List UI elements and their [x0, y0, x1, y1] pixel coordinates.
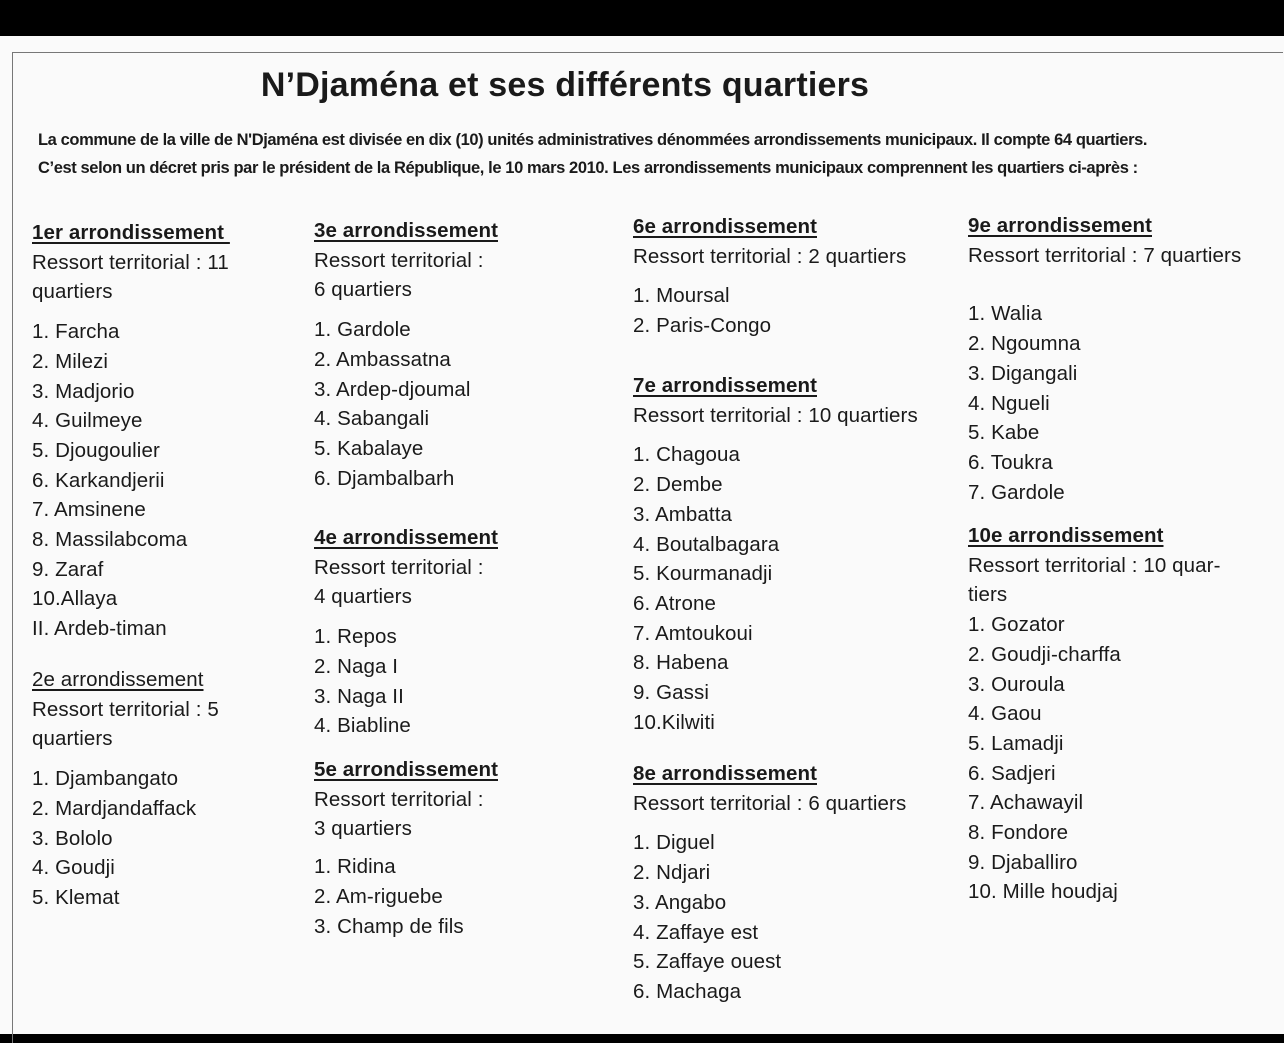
- arrondissement-heading: 9e arrondissement: [968, 214, 1152, 237]
- ressort-line: 4 quartiers: [314, 585, 412, 609]
- arrondissement-10: [968, 521, 1221, 907]
- list-item: 2. Milezi: [32, 349, 109, 373]
- ressort-line: quartiers: [32, 727, 113, 751]
- list-item: 2. Ndjari: [633, 861, 711, 885]
- list-item: 1. Repos: [314, 625, 397, 649]
- list-item: 2. Goudji-charffa: [968, 642, 1121, 666]
- list-item: 7. Achawayil: [968, 791, 1084, 815]
- list-item: 3. Digangali: [968, 361, 1078, 385]
- list-item: 6. Sadjeri: [968, 761, 1056, 785]
- list-item: 4. Guilmeye: [32, 409, 143, 433]
- ressort-line: quartiers: [32, 280, 113, 304]
- ressort-line: 3 quartiers: [314, 817, 412, 841]
- document-page: [0, 36, 1284, 1034]
- intro-line-2: C’est selon un décret pris par le président de la République, le 10 mars 2010. Les arrondissements municipaux comprennent les quartiers ci-après :: [38, 159, 1138, 177]
- list-item: 1. Djambangato: [32, 767, 179, 791]
- quartier-list: [968, 610, 1221, 907]
- ressort-line: 6 quartiers: [314, 278, 412, 302]
- list-item: 4. Ngueli: [968, 391, 1050, 415]
- ressort-line: Ressort territorial :: [314, 787, 484, 811]
- list-item: 4. Boutalbagara: [633, 532, 780, 556]
- arrondissement-heading: 8e arrondissement: [633, 762, 817, 785]
- arrondissement-heading: 3e arrondissement: [314, 219, 498, 242]
- arrondissement-heading: 10e arrondissement: [968, 524, 1164, 547]
- list-item: 6. Toukra: [968, 450, 1053, 474]
- list-item: 7. Gardole: [968, 480, 1065, 504]
- list-item: 5. Kourmanadji: [633, 562, 773, 586]
- arrondissement-heading: 2e arrondissement: [32, 668, 204, 691]
- intro-line-1: La commune de la ville de N'Djaména est divisée en dix (10) unités administratives dénommées arrondissements municipaux. Il compte 64 quartiers.: [38, 131, 1148, 149]
- list-item: 8. Fondore: [968, 821, 1069, 845]
- arrondissement-heading: 7e arrondissement: [633, 374, 817, 397]
- list-item: 2. Ambassatna: [314, 347, 451, 371]
- quartier-list: [633, 281, 906, 340]
- arrondissement-8: [633, 759, 906, 1007]
- list-item: 8. Massilabcoma: [32, 528, 188, 552]
- list-item: 1. Walia: [968, 302, 1043, 326]
- list-item: 2. Naga I: [314, 654, 399, 678]
- list-item: 2. Ngoumna: [968, 332, 1081, 356]
- ressort-line: Ressort territorial : 2 quartiers: [633, 244, 907, 268]
- list-item: 2. Dembe: [633, 473, 723, 497]
- list-item: 6. Machaga: [633, 979, 742, 1003]
- list-item: 3. Ambatta: [633, 502, 733, 526]
- arrondissement-heading: 5e arrondissement: [314, 758, 498, 781]
- list-item: 1. Gardole: [314, 318, 411, 342]
- quartier-list: [314, 622, 498, 741]
- list-item: 3. Ardep-djoumal: [314, 377, 471, 401]
- list-item: 6. Atrone: [633, 591, 716, 615]
- arrondissement-9: [968, 211, 1241, 507]
- list-item: 4. Goudji: [32, 856, 115, 880]
- list-item: 9. Gassi: [633, 681, 709, 705]
- list-item: 6. Djambalbarh: [314, 466, 455, 490]
- list-item: 3. Angabo: [633, 890, 727, 914]
- list-item: 5. Kabalaye: [314, 436, 424, 460]
- list-item: 7. Amtoukoui: [633, 621, 753, 645]
- list-item: 5. Zaffaye ouest: [633, 950, 782, 974]
- list-item: 8. Habena: [633, 651, 729, 675]
- list-item: 9. Djaballiro: [968, 850, 1078, 874]
- arrondissement-5: [314, 755, 498, 941]
- list-item: 2. Paris-Congo: [633, 314, 772, 338]
- list-item: 3. Madjorio: [32, 379, 135, 403]
- list-item: 1. Farcha: [32, 320, 120, 344]
- ressort-line: Ressort territorial : 11: [32, 250, 229, 274]
- list-item: 2. Am-riguebe: [314, 884, 443, 908]
- quartier-list: [314, 852, 498, 941]
- arrondissement-heading: 1er arrondissement: [32, 221, 230, 244]
- list-item: 2. Mardjandaffack: [32, 796, 197, 820]
- list-item: 3. Champ de fils: [314, 914, 464, 938]
- list-item: 5. Lamadji: [968, 731, 1064, 755]
- ressort-line: Ressort territorial :: [314, 555, 484, 579]
- list-item: 7. Amsinene: [32, 498, 146, 522]
- ressort-line: tiers: [968, 583, 1008, 607]
- arrondissement-3: [314, 216, 498, 493]
- arrondissement-heading: 4e arrondissement: [314, 526, 498, 549]
- list-item: 6. Karkandjerii: [32, 468, 165, 492]
- list-item: 4. Zaffaye est: [633, 920, 759, 944]
- quartier-list: [633, 440, 918, 737]
- list-item: 10. Mille houdjaj: [968, 880, 1118, 904]
- page-title: N’Djaména et ses différents quartiers: [260, 66, 870, 104]
- list-item: 10.Allaya: [32, 587, 118, 611]
- arrondissement-1: [32, 218, 230, 644]
- list-item: 1. Ridina: [314, 855, 396, 879]
- quartier-list: [633, 828, 906, 1006]
- ressort-line: Ressort territorial : 10 quartiers: [633, 403, 918, 427]
- ressort-line: Ressort territorial : 10 quar-: [968, 553, 1221, 577]
- list-item: 4. Sabangali: [314, 407, 430, 431]
- list-item: 3. Naga II: [314, 684, 404, 708]
- list-item: 4. Gaou: [968, 702, 1042, 726]
- list-item: 5. Klemat: [32, 885, 120, 909]
- ressort-line: Ressort territorial : 7 quartiers: [968, 243, 1242, 267]
- arrondissement-7: [633, 371, 918, 737]
- arrondissement-6: [633, 212, 906, 341]
- list-item: 9. Zaraf: [32, 557, 104, 581]
- arrondissement-2: [32, 665, 219, 913]
- arrondissement-heading: 6e arrondissement: [633, 215, 817, 238]
- list-item: 1. Diguel: [633, 831, 715, 855]
- list-item: 1. Chagoua: [633, 443, 741, 467]
- ressort-line: Ressort territorial : 5: [32, 697, 219, 721]
- list-item: II. Ardeb-timan: [32, 617, 167, 641]
- list-item: 5. Kabe: [968, 421, 1040, 445]
- quartier-list: [32, 317, 230, 644]
- list-item: 4. Biabline: [314, 714, 411, 738]
- quartier-list: [32, 764, 219, 913]
- quartier-list: [968, 299, 1241, 507]
- list-item: 1. Gozator: [968, 613, 1065, 637]
- list-item: 5. Djougoulier: [32, 438, 160, 462]
- list-item: 10.Kilwiti: [633, 710, 715, 734]
- quartier-list: [314, 315, 498, 493]
- ressort-line: Ressort territorial : 6 quartiers: [633, 791, 907, 815]
- ressort-line: Ressort territorial :: [314, 248, 484, 272]
- list-item: 1. Moursal: [633, 284, 730, 308]
- arrondissement-4: [314, 523, 498, 741]
- list-item: 3. Bololo: [32, 826, 113, 850]
- list-item: 3. Ouroula: [968, 672, 1065, 696]
